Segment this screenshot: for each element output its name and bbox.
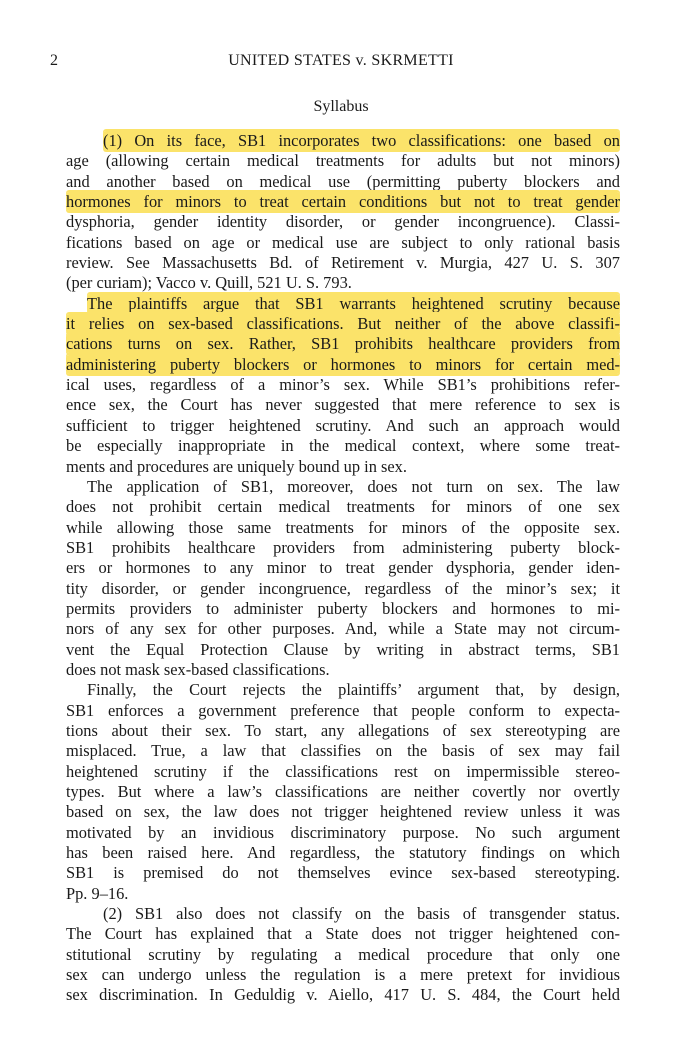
text-line: (per curiam); Vacco v. Quill, 521 U. S. 793. — [66, 273, 352, 293]
running-head-text: UNITED STATES v. SKRMETTI — [228, 52, 454, 69]
text-line: nors of any sex for other purposes. And, while a State may not circum- — [66, 619, 620, 639]
syllabus-body — [66, 131, 620, 1006]
text-line: Finally, the Court rejects the plaintiffs’ argument that, by design, — [87, 680, 620, 700]
page-number: 2 — [50, 52, 58, 69]
text-line: be especially inappropriate in the medical context, where some treat- — [66, 436, 620, 456]
text-line: has been raised here. And regardless, the statutory findings on which — [66, 843, 620, 863]
text-line: ments and procedures are uniquely bound up in sex. — [66, 456, 407, 476]
text-line: tions about their sex. To start, any allegations of sex stereotyping are — [66, 720, 620, 740]
text-line: ical uses, regardless of a minor’s sex. While SB1’s prohibitions refer- — [66, 375, 620, 395]
text-line: and another based on medical use (permitting puberty blockers and — [66, 171, 620, 191]
text-line: (2) SB1 also does not classify on the basis of transgender status. — [103, 904, 620, 924]
text-line: cations turns on sex. Rather, SB1 prohibits healthcare providers from — [66, 334, 620, 354]
page-header — [0, 52, 682, 72]
text-line: permits providers to administer puberty blockers and hormones to mi- — [66, 598, 620, 618]
text-line: does not prohibit certain medical treatments for minors of one sex — [66, 497, 620, 517]
text-line: SB1 enforces a government preference that people conform to expecta- — [66, 700, 620, 720]
text-line: types. But where a law’s classifications are neither covertly nor overtly — [66, 782, 620, 801]
text-line: while allowing those same treatments for minors of the opposite sex. — [66, 517, 620, 537]
text-line: The application of SB1, moreover, does not turn on sex. The law — [87, 476, 620, 496]
text-line: fications based on age or medical use are subject to only rational basis — [66, 232, 620, 252]
text-line: based on sex, the law does not trigger heightened review unless it was — [66, 802, 620, 822]
text-line: stitutional scrutiny by regulating a medical procedure that only one — [66, 944, 620, 964]
text-line: sex discrimination. In Geduldig v. Aiello, 417 U. S. 484, the Court held — [66, 985, 620, 1005]
text-line: misplaced. True, a law that classifies on the basis of sex may fail — [66, 741, 620, 761]
text-line: (1) On its face, SB1 incorporates two classifications: one based on — [103, 131, 620, 150]
text-line: administering puberty blockers or hormones to minors for certain med- — [66, 354, 620, 374]
running-head — [0, 52, 682, 70]
text-line: sex can undergo unless the regulation is a mere pretext for invidious — [66, 965, 620, 985]
text-line: vent the Equal Protection Clause by writing in abstract terms, SB1 — [66, 639, 620, 659]
text-line: SB1 is premised do not themselves evince sex-based stereotyping. — [66, 863, 620, 883]
text-line: dysphoria, gender identity disorder, or gender incongruence). Classi- — [66, 212, 620, 232]
text-line: ers or hormones to any minor to treat gender dysphoria, gender iden- — [66, 558, 620, 578]
text-line: age (allowing certain medical treatments for adults but not minors) — [66, 151, 620, 171]
text-line: SB1 prohibits healthcare providers from administering puberty block- — [66, 537, 620, 557]
text-line: motivated by an invidious discriminatory purpose. No such argument — [66, 822, 620, 842]
text-line: it relies on sex-based classifications. But neither of the above classifi- — [66, 314, 620, 334]
section-title: Syllabus — [313, 98, 369, 115]
text-line: heightened scrutiny if the classifications rest on impermissible stereo- — [66, 761, 620, 781]
text-line: review. See Massachusetts Bd. of Retirement v. Murgia, 427 U. S. 307 — [66, 253, 620, 273]
text-line: ence sex, the Court has never suggested that mere reference to sex is — [66, 395, 620, 415]
text-line: Pp. 9–16. — [66, 883, 129, 903]
text-line: does not mask sex-based classifications. — [66, 659, 330, 679]
text-line: sufficient to trigger heightened scrutiny. And such an approach would — [66, 415, 620, 435]
text-line: The Court has explained that a State does not trigger heightened con- — [66, 924, 620, 944]
text-line: The plaintiffs argue that SB1 warrants heightened scrutiny because — [87, 293, 620, 313]
text-line: hormones for minors to treat certain conditions but not to treat gender — [66, 192, 620, 212]
text-line: tity disorder, or gender incongruence, regardless of the minor’s sex; it — [66, 578, 620, 598]
